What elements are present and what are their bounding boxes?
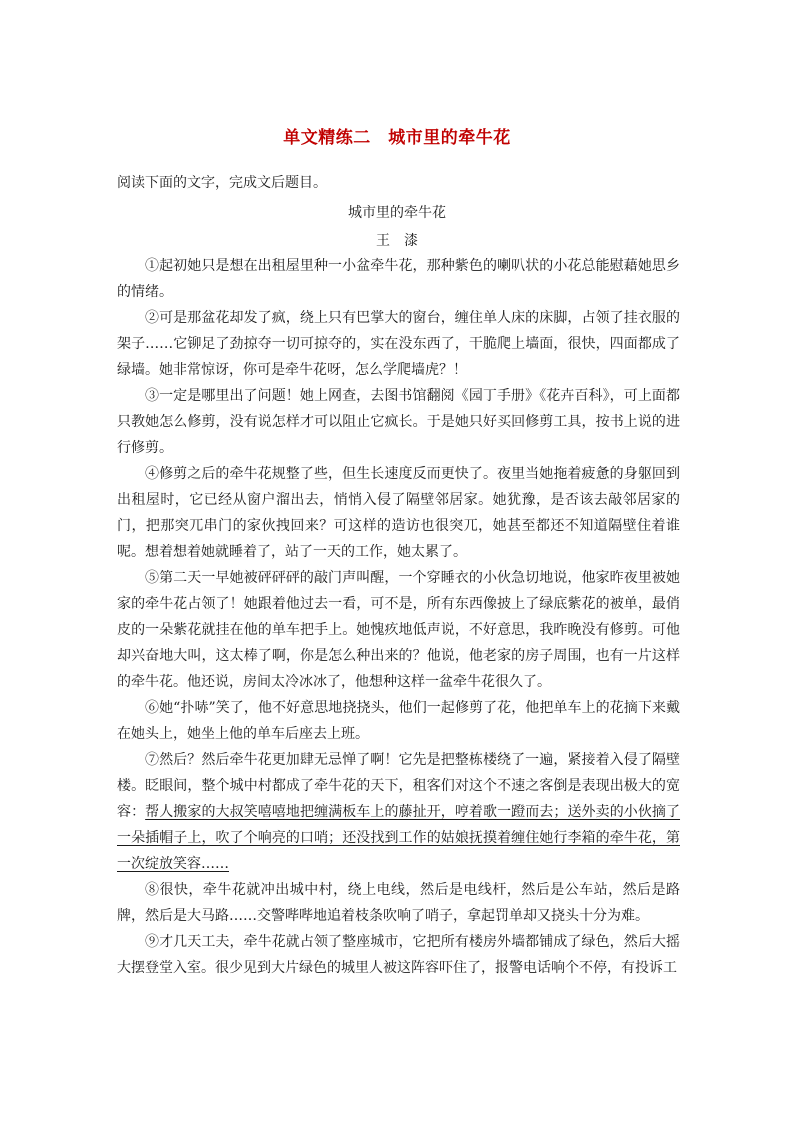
paragraph-7-text: ⑦然后？然后牵牛花更加肆无忌惮了啊！它先是把整栋楼绕了一遍，紧接着入侵了隔壁楼。眨眼间，整个城中村都成了牵牛花的天下，租客们对这个不速之客倒是表现出极大的宽容： [117, 752, 680, 820]
article-body [117, 253, 680, 981]
paragraph-1: ①起初她只是想在出租屋里种一小盆牵牛花，那种紫色的喇叭状的小花总能慰藉她思乡的情绪。 [117, 258, 680, 300]
page-title: 单文精练二 城市里的牵牛花 [283, 128, 511, 148]
paragraph-7-underlined: 帮人搬家的大叔笑嘻嘻地把缠满板车上的藤扯开，哼着歌一蹬而去；送外卖的小伙摘了一朵插帽子上，吹了个响亮的口哨；还没找到工作的姑娘抚摸着缠住她行李箱的牵牛花，第一次绽放笑容…… [117, 804, 681, 872]
paragraph-9: ⑨才几天工夫，牵牛花就占领了整座城市，它把所有楼房外墙都铺成了绿色，然后大摇大摆登堂入室。很少见到大片绿色的城里人被这阵容吓住了，报警电话响个不停，有投诉工 [117, 934, 680, 976]
paragraph-2: ②可是那盆花却发了疯，绕上只有巴掌大的窗台，缠住单人床的床脚，占领了挂衣服的架子……它铆足了劲掠夺一切可掠夺的，实在没东西了，干脆爬上墙面，很快，四面都成了绿墙。她非常惊讶，你可是牵牛花呀，怎么学爬墙虎？！ [117, 310, 680, 378]
article-title: 城市里的牵牛花 [348, 205, 446, 221]
paragraph-8: ⑧很快，牵牛花就冲出城中村，绕上电线，然后是电线杆，然后是公车站，然后是路牌，然后是大马路……交警哔哔地追着枝条吹响了哨子，拿起罚单却又挠头十分为难。 [117, 882, 680, 924]
instruction-text: 阅读下面的文字，完成文后题目。 [117, 175, 327, 191]
paragraph-7 [117, 747, 680, 877]
paragraph-3: ③一定是哪里出了问题！她上网查，去图书馆翻阅《园丁手册》《花卉百科》，可上面都只教她怎么修剪，没有说怎样才可以阻止它疯长。于是她只好买回修剪工具，按书上说的进行修剪。 [117, 388, 680, 456]
paragraph-6: ⑥她“扑哧”笑了，他不好意思地挠挠头，他们一起修剪了花，他把单车上的花摘下来戴在她头上，她坐上他的单车后座去上班。 [117, 700, 680, 742]
author-name: 王漆 [376, 233, 432, 249]
paragraph-4: ④修剪之后的牵牛花规整了些，但生长速度反而更快了。夜里当她拖着疲惫的身躯回到出租屋时，它已经从窗户溜出去，悄悄入侵了隔壁邻居家。她犹豫，是否该去敲邻居家的门，把那突兀串门的家伙拽回来？可这样的造访也很突兀，她甚至都还不知道隔壁住着谁呢。想着想着她就睡着了，站了一天的工作，她太累了。 [117, 466, 680, 560]
paragraph-5: ⑤第二天一早她被砰砰砰的敲门声叫醒，一个穿睡衣的小伙急切地说，他家昨夜里被她家的牵牛花占领了！她跟着他过去一看，可不是，所有东西像披上了绿底紫花的被单，最俏皮的一朵紫花就挂在他的单车把手上。她愧疚地低声说，不好意思，我昨晚没有修剪。可他却兴奋地大叫，这太棒了啊，你是怎么种出来的？他说，他老家的房子周围，也有一片这样的牵牛花。他还说，房间太冷冰冰了，他想种这样一盆牵牛花很久了。 [117, 570, 680, 690]
